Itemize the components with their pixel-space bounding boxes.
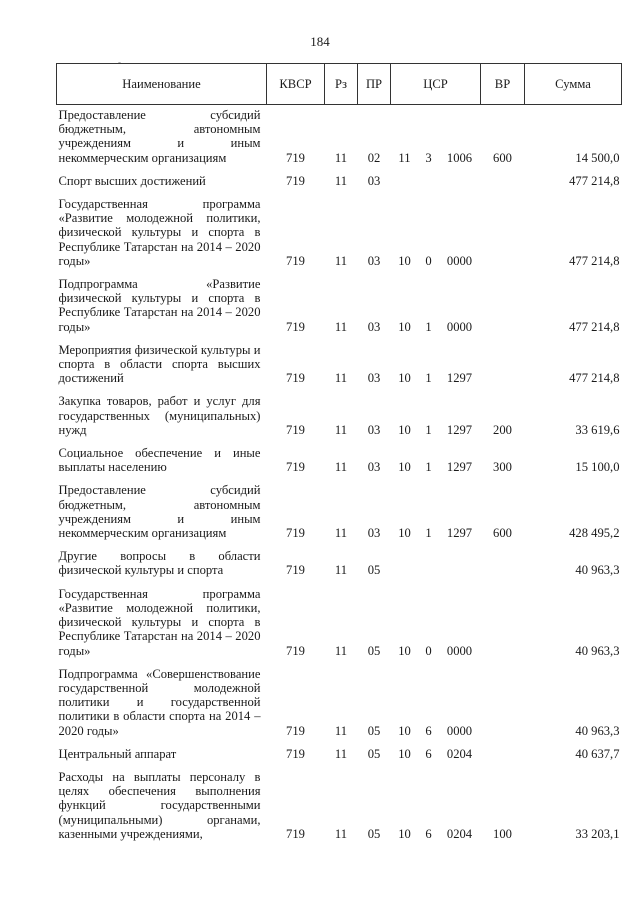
header-kvsr: КВСР <box>267 64 325 105</box>
cell-vr: 100 <box>493 826 512 841</box>
cell-pr: 03 <box>367 371 381 386</box>
cell-name: Предоставление субсидий бюджетным, автономным учреждениям и иным некоммерческим организациям <box>58 483 261 541</box>
cell-rz: 11 <box>334 746 348 761</box>
cell-vr: 600 <box>493 526 512 541</box>
cell-pr: 03 <box>367 319 381 334</box>
cell-rz: 11 <box>334 371 348 386</box>
cell-kvsr: 719 <box>286 150 305 165</box>
cell-kvsr: 719 <box>286 643 305 658</box>
cell-amount: 15 100,0 <box>575 460 620 475</box>
cell-name: Другие вопросы в области физической культуры и спорта <box>58 549 261 578</box>
table-header-row <box>57 64 622 105</box>
cell-csr2: 1 <box>425 371 432 386</box>
table-row <box>57 664 622 744</box>
cell-csr3: 1006 <box>446 150 473 165</box>
cell-csr3 <box>439 546 481 583</box>
cell-kvsr: 719 <box>286 422 305 437</box>
table-row <box>57 391 622 443</box>
cell-csr1 <box>391 546 419 583</box>
cell-csr3: 1297 <box>446 460 473 475</box>
cell-vr <box>481 744 525 767</box>
page-number: 184 <box>310 34 330 49</box>
cell-csr1 <box>391 171 419 194</box>
cell-rz: 11 <box>334 723 348 738</box>
cell-name: Государственная программа «Развитие молодежной политики, физической культуры и спорта в Республике Татарстан на 2014 – 2020 годы» <box>58 197 261 268</box>
cell-rz: 11 <box>334 460 348 475</box>
cell-rz: 11 <box>334 563 348 578</box>
cell-name: Предоставление субсидий бюджетным, автономным учреждениям и иным некоммерческим организациям <box>58 108 261 165</box>
cell-rz: 11 <box>334 643 348 658</box>
cell-kvsr: 719 <box>286 371 305 386</box>
cell-amount: 428 495,2 <box>569 526 620 541</box>
cell-name: Мероприятия физической культуры и спорта в области спорта высших достижений <box>58 342 261 386</box>
cell-csr1: 10 <box>398 253 411 268</box>
cell-pr: 03 <box>367 173 381 188</box>
header-rz: Рз <box>325 64 358 105</box>
table-row <box>57 194 622 274</box>
cell-csr1: 10 <box>398 319 411 334</box>
cell-rz: 11 <box>334 526 348 541</box>
cell-amount: 40 963,3 <box>575 563 620 578</box>
cell-kvsr: 719 <box>286 253 305 268</box>
cell-vr <box>481 664 525 744</box>
cell-vr: 200 <box>493 422 512 437</box>
cell-csr1: 10 <box>398 526 411 541</box>
stray-mark: - <box>118 57 121 67</box>
cell-csr2: 6 <box>425 723 432 738</box>
cell-name: Социальное обеспечение и иные выплаты населению <box>58 446 261 475</box>
cell-csr2: 6 <box>425 746 432 761</box>
table-row <box>57 744 622 767</box>
cell-amount: 477 214,8 <box>569 319 620 334</box>
cell-amount: 40 963,3 <box>575 643 620 658</box>
cell-csr1: 10 <box>398 826 411 841</box>
cell-csr1: 10 <box>398 746 411 761</box>
cell-name: Закупка товаров, работ и услуг для государственных (муниципальных) нужд <box>58 394 261 437</box>
cell-csr3: 1297 <box>446 371 473 386</box>
cell-rz: 11 <box>334 319 348 334</box>
cell-name: Центральный аппарат <box>58 746 177 761</box>
cell-kvsr: 719 <box>286 526 305 541</box>
cell-vr <box>481 274 525 340</box>
cell-kvsr: 719 <box>286 173 305 188</box>
cell-vr <box>481 584 525 664</box>
cell-pr: 03 <box>367 526 381 541</box>
table-row <box>57 546 622 583</box>
cell-csr2: 0 <box>425 253 432 268</box>
cell-pr: 03 <box>367 253 381 268</box>
cell-amount: 40 637,7 <box>575 746 620 761</box>
cell-pr: 05 <box>367 826 381 841</box>
cell-csr2: 1 <box>425 526 432 541</box>
header-csr: ЦСР <box>391 64 481 105</box>
cell-csr3 <box>439 171 481 194</box>
cell-pr: 05 <box>367 746 381 761</box>
cell-pr: 05 <box>367 643 381 658</box>
table-row <box>57 171 622 194</box>
cell-amount: 14 500,0 <box>575 150 620 165</box>
cell-csr1: 10 <box>398 460 411 475</box>
cell-csr1: 10 <box>398 643 411 658</box>
cell-csr2: 0 <box>425 643 432 658</box>
cell-csr2: 6 <box>425 826 432 841</box>
cell-vr <box>481 194 525 274</box>
cell-name: Спорт высших достижений <box>58 173 206 188</box>
cell-csr3: 0000 <box>446 319 473 334</box>
cell-pr: 02 <box>367 150 381 165</box>
cell-pr: 05 <box>367 723 381 738</box>
cell-vr <box>481 546 525 583</box>
cell-csr1: 10 <box>398 422 411 437</box>
cell-vr: 600 <box>493 150 512 165</box>
table-row <box>57 443 622 480</box>
table-body <box>57 105 622 847</box>
cell-vr: 300 <box>493 460 512 475</box>
cell-amount: 40 963,3 <box>575 723 620 738</box>
cell-pr: 03 <box>367 460 381 475</box>
cell-amount: 477 214,8 <box>569 173 620 188</box>
budget-table <box>56 63 622 847</box>
cell-csr1: 11 <box>398 150 411 165</box>
cell-csr3: 0000 <box>446 253 473 268</box>
cell-amount: 33 203,1 <box>575 826 620 841</box>
cell-csr3: 0204 <box>446 826 473 841</box>
cell-amount: 477 214,8 <box>569 371 620 386</box>
cell-pr: 03 <box>367 422 381 437</box>
cell-name: Государственная программа «Развитие молодежной политики, физической культуры и спорта в Республике Татарстан на 2014 – 2020 годы» <box>58 586 261 658</box>
cell-pr: 05 <box>367 563 381 578</box>
cell-kvsr: 719 <box>286 826 305 841</box>
cell-csr1: 10 <box>398 723 411 738</box>
cell-csr1: 10 <box>398 371 411 386</box>
cell-csr3: 0000 <box>446 643 473 658</box>
cell-csr2: 1 <box>425 422 432 437</box>
cell-csr2: 1 <box>425 460 432 475</box>
cell-kvsr: 719 <box>286 723 305 738</box>
header-name: Наименование <box>57 64 267 105</box>
cell-name: Подпрограмма «Развитие физической культуры и спорта в Республике Татарстан на 2014 – 2020 годы» <box>58 277 261 334</box>
cell-csr3: 1297 <box>446 526 473 541</box>
cell-csr2 <box>419 546 439 583</box>
cell-vr <box>481 171 525 194</box>
table-row <box>57 584 622 664</box>
cell-rz: 11 <box>334 826 348 841</box>
cell-rz: 11 <box>334 150 348 165</box>
table-row <box>57 480 622 546</box>
header-pr: ПР <box>358 64 391 105</box>
cell-csr3: 0204 <box>446 746 473 761</box>
cell-rz: 11 <box>334 422 348 437</box>
cell-csr2 <box>419 171 439 194</box>
cell-csr3: 1297 <box>446 422 473 437</box>
cell-kvsr: 719 <box>286 460 305 475</box>
cell-csr2: 1 <box>425 319 432 334</box>
cell-name: Расходы на выплаты персоналу в целях обеспечения выполнения функций государственными (муниципальными) органами, казенными учреждениями, <box>58 769 261 841</box>
cell-csr2: 3 <box>425 150 432 165</box>
cell-kvsr: 719 <box>286 563 305 578</box>
cell-rz: 11 <box>334 253 348 268</box>
cell-kvsr: 719 <box>286 319 305 334</box>
table-row <box>57 105 622 171</box>
cell-amount: 477 214,8 <box>569 253 620 268</box>
cell-kvsr: 719 <box>286 746 305 761</box>
cell-name: Подпрограмма «Совершенствование государственной молодежной политики и государственной политики в области спорта на 2014 – 2020 годы» <box>58 666 261 738</box>
cell-vr <box>481 340 525 392</box>
cell-rz: 11 <box>334 173 348 188</box>
header-vr: ВР <box>481 64 525 105</box>
table-row <box>57 340 622 392</box>
cell-csr3: 0000 <box>446 723 473 738</box>
header-amount: Сумма <box>525 64 622 105</box>
table-row <box>57 767 622 847</box>
table-row <box>57 274 622 340</box>
cell-amount: 33 619,6 <box>575 422 620 437</box>
